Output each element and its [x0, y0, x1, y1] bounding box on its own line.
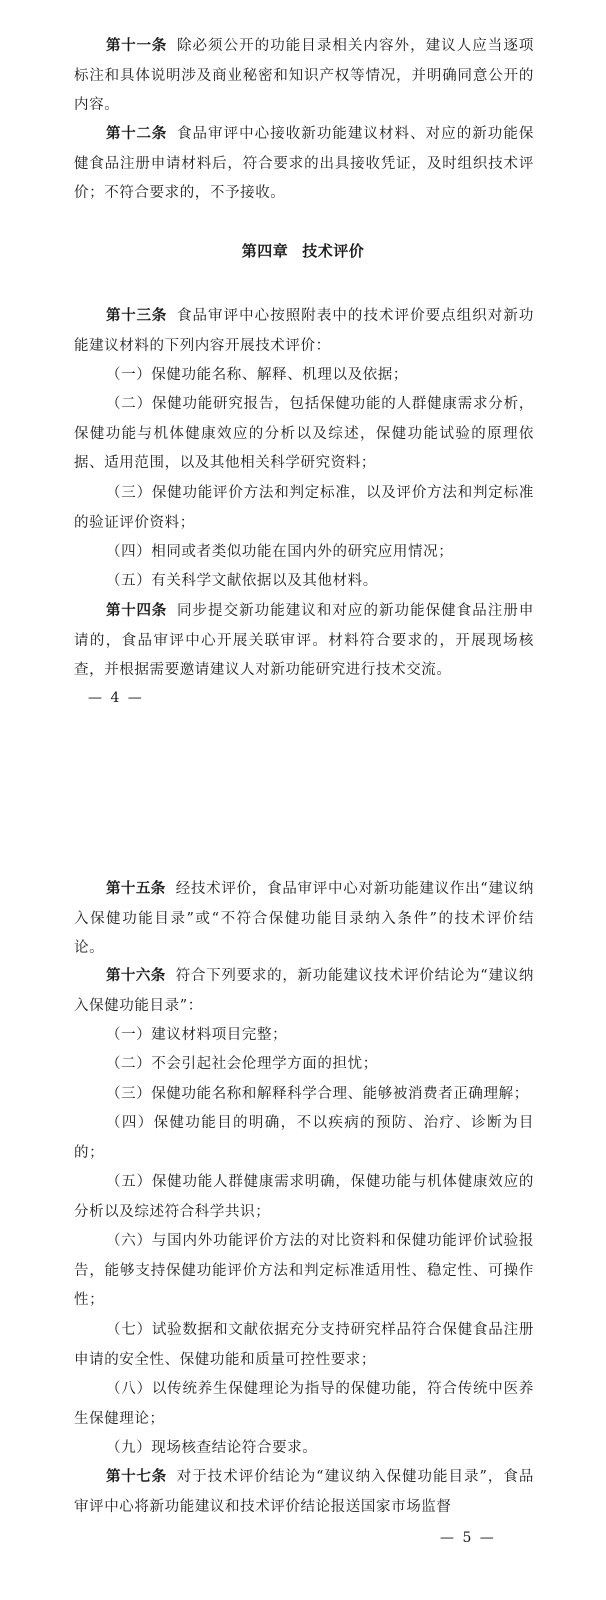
article-13-item-1: （一）保健功能名称、解释、机理以及依据； — [106, 367, 408, 383]
article-16-item-9: （九）现场核查结论符合要求。 — [106, 1440, 318, 1456]
document-page-4 — [0, 0, 606, 760]
article-11-text: 除必须公开的功能目录相关内容外，建议人应当逐项标注和具体说明涉及商业秘密和知识产权等情况，并明确同意公开的内容。 — [74, 38, 534, 113]
article-11 — [74, 32, 534, 121]
article-15-text: 经技术评价，食品审评中心对新功能建议作出“建议纳入保健功能目录”或“不符合保健功能目录纳入条件”的技术评价结论。 — [74, 881, 534, 956]
article-16-item-8: （八）以传统养生保健理论为指导的保健功能，符合传统中医养生保健理论； — [74, 1381, 534, 1427]
article-14 — [74, 597, 534, 686]
article-13-item-4: （四）相同或者类似功能在国内外的研究应用情况； — [106, 544, 454, 560]
article-17-title: 第十七条 — [106, 1469, 167, 1485]
article-11-title: 第十一条 — [106, 38, 167, 54]
article-13-item-3: （三）保健功能评价方法和判定标准，以及评价方法和判定标准的验证评价资料； — [74, 485, 534, 531]
page-number-5: — 5 — — [440, 1530, 496, 1546]
article-14-title: 第十四条 — [106, 603, 167, 619]
article-16-item-1: （一）建议材料项目完整； — [106, 1027, 288, 1043]
article-12 — [74, 120, 534, 209]
article-15-title: 第十五条 — [106, 881, 166, 897]
chapter-number: 第四章 — [241, 242, 289, 260]
article-16-text: 符合下列要求的，新功能建议技术评价结论为“建议纳入保健功能目录”： — [74, 968, 534, 1014]
article-13 — [74, 302, 534, 361]
article-17-text: 对于技术评价结论为“建议纳入保健功能目录”，食品审评中心将新功能建议和技术评价结论报送国家市场监督 — [74, 1469, 534, 1515]
article-13-title: 第十三条 — [106, 308, 167, 324]
article-16-item-4: （四）保健功能目的明确，不以疾病的预防、治疗、诊断为目的； — [74, 1115, 534, 1161]
article-14-text: 同步提交新功能建议和对应的新功能保健食品注册申请的，食品审评中心开展关联审评。材料符合要求的，开展现场核查，并根据需要邀请建议人对新功能研究进行技术交流。 — [74, 603, 534, 678]
article-13-item-2: （二）保健功能研究报告，包括保健功能的人群健康需求分析，保健功能与机体健康效应的分析以及综述，保健功能试验的原理依据、适用范围，以及其他相关科学研究资料； — [74, 396, 534, 471]
article-16-item-6: （六）与国内外功能评价方法的对比资料和保健功能评价试验报告，能够支持保健功能评价方法和判定标准适用性、稳定性、可操作性； — [74, 1233, 534, 1308]
article-17 — [74, 1463, 534, 1522]
article-13-item-5: （五）有关科学文献依据以及其他材料。 — [106, 573, 378, 589]
page-number-4: — 4 — — [88, 690, 144, 706]
chapter-title: 技术评价 — [302, 242, 365, 260]
chapter-heading — [0, 240, 606, 261]
article-13-text: 食品审评中心按照附表中的技术评价要点组织对新功能建议材料的下列内容开展技术评价： — [74, 308, 534, 354]
article-16-title: 第十六条 — [106, 968, 166, 984]
article-16-item-7: （七）试验数据和文献依据充分支持研究样品符合保健食品注册申请的安全性、保健功能和质量可控性要求； — [74, 1322, 534, 1368]
article-12-title: 第十二条 — [106, 126, 167, 142]
article-16-item-3: （三）保健功能名称和解释科学合理、能够被消费者正确理解； — [106, 1086, 529, 1102]
article-16-item-2: （二）不会引起社会伦理学方面的担忧； — [106, 1056, 378, 1072]
article-15 — [74, 875, 534, 964]
article-16 — [74, 962, 534, 1021]
document-page-5 — [0, 860, 606, 1600]
article-16-item-5: （五）保健功能人群健康需求明确，保健功能与机体健康效应的分析以及综述符合科学共识； — [74, 1174, 534, 1220]
article-12-text: 食品审评中心接收新功能建议材料、对应的新功能保健食品注册申请材料后，符合要求的出具接收凭证，及时组织技术评价；不符合要求的，不予接收。 — [74, 126, 534, 201]
